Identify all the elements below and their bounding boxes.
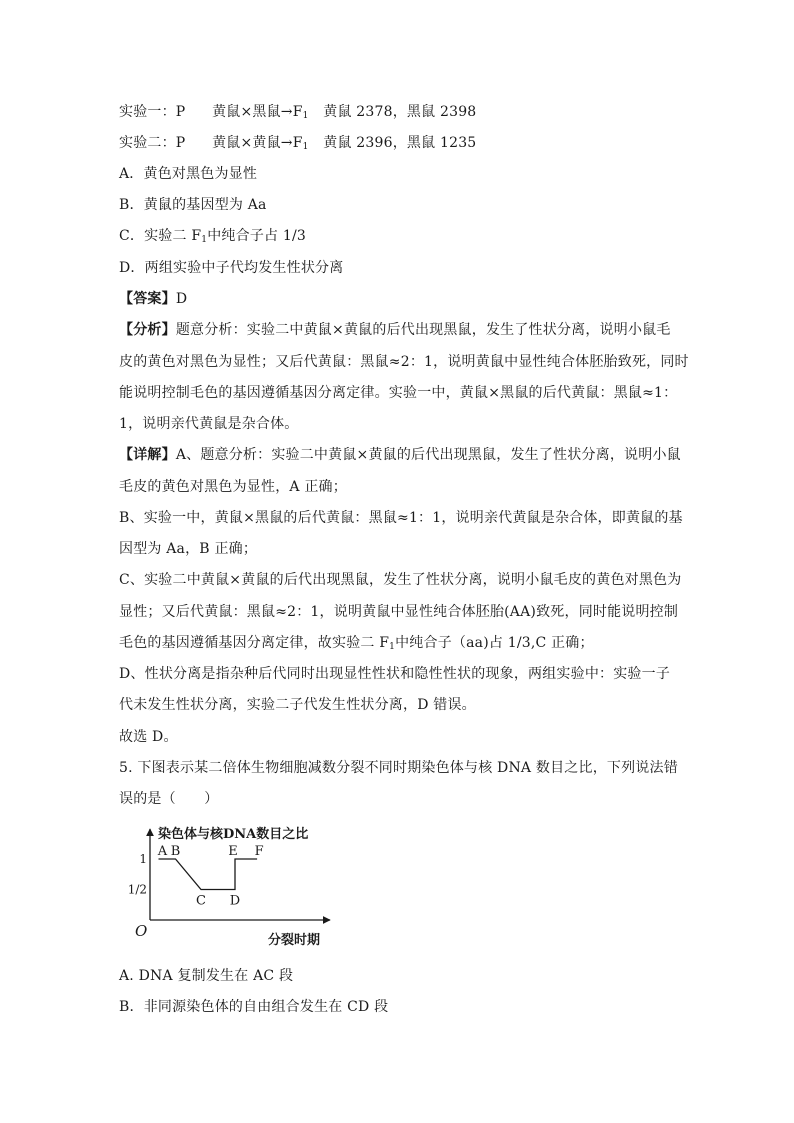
q5-stem-line-2: 误的是（ ） — [119, 791, 219, 807]
experiment-1-line — [119, 102, 476, 126]
experiment-2-result: 黄鼠 2396，黑鼠 1235 — [323, 135, 477, 151]
experiment-2-label: 实验二：P — [119, 135, 186, 151]
answer-line — [119, 289, 187, 309]
experiment-1-cross: 黄鼠×黑鼠$\to F_1$ — [212, 104, 309, 121]
y-tick-label: 1 — [139, 852, 147, 866]
detail-line-7: 毛色的基因遵循基因分离定律，故实验二 $F_1$中纯合子（aa)占 1/3,C 正确； — [119, 635, 594, 652]
experiment-1-result: 黄鼠 2378，黑鼠 2398 — [323, 104, 477, 120]
y-axis-label: 染色体与核DNA数目之比 — [158, 827, 309, 842]
detail-line-6: 显性；又后代黄鼠：黑鼠≈2：1，说明黄鼠中显性纯合体胚胎(AA)致死，同时能说明控制 — [119, 604, 679, 620]
detail-line-1: 【详解】A、题意分析：实验二中黄鼠×黄鼠的后代出现黑鼠，发生了性状分离，说明小鼠 — [119, 447, 681, 463]
q4-option-c: C．实验二 $F_1$中纯合子占 1/3 — [119, 228, 306, 245]
detail-line-9: 代未发生性状分离，实验二子代发生性状分离，D 错误。 — [119, 697, 476, 713]
point-label-e: E — [228, 844, 238, 859]
q4-option-d: D．两组实验中子代均发生性状分离 — [119, 260, 344, 276]
analysis-tag: 【分析】 — [119, 322, 176, 338]
ratio-series-line — [159, 859, 258, 890]
detail-line-2: 毛皮的黄色对黑色为显性，A 正确； — [119, 479, 347, 495]
analysis-line-1: 【分析】题意分析：实验二中黄鼠×黄鼠的后代出现黑鼠，发生了性状分离，说明小鼠毛 — [119, 322, 671, 338]
y-tick-label: 1/2 — [128, 882, 147, 897]
point-label-b: B — [170, 844, 181, 859]
analysis-line-4: 1，说明亲代黄鼠是杂合体。 — [119, 416, 299, 432]
q5-option-b: B．非同源染色体的自由组合发生在 CD 段 — [119, 999, 389, 1015]
answer-value: D — [175, 291, 188, 307]
q5-option-a: A. DNA 复制发生在 AC 段 — [119, 968, 294, 984]
point-label-f: F — [254, 844, 264, 859]
detail-line-4: 因型为 Aa，B 正确； — [119, 541, 258, 557]
experiment-2-cross: 黄鼠×黄鼠$\to F_1$ — [212, 135, 309, 152]
point-label-c: C — [196, 893, 206, 909]
detail-tag: 【详解】 — [119, 447, 176, 463]
point-label-d: D — [229, 893, 241, 909]
detail-line-8: D、性状分离是指杂种后代同时出现显性性状和隐性性状的现象，两组实验中：实验一子 — [119, 666, 671, 682]
x-axis-label: 分裂时期 — [268, 933, 321, 948]
q5-stem-line-1: 5. 下图表示某二倍体生物细胞减数分裂不同时期染色体与核 DNA 数目之比，下列说法错 — [119, 760, 678, 776]
point-label-a: A — [157, 844, 168, 859]
q4-option-b: B．黄鼠的基因型为 Aa — [119, 197, 267, 213]
detail-line-5: C、实验二中黄鼠×黄鼠的后代出现黑鼠，发生了性状分离，说明小鼠毛皮的黄色对黑色为 — [119, 572, 682, 588]
experiment-2-line — [119, 133, 476, 157]
q4-option-a: A．黄色对黑色为显性 — [119, 166, 258, 182]
analysis-line-3: 能说明控制毛色的基因遵循基因分离定律。实验一中，黄鼠×黑鼠的后代黄鼠：黑鼠≈1： — [119, 385, 678, 401]
answer-tag: 【答案】 — [119, 291, 176, 307]
experiment-1-label: 实验一：P — [119, 104, 186, 120]
ratio-chart — [128, 820, 348, 950]
detail-line-3: B、实验一中，黄鼠×黑鼠的后代黄鼠：黑鼠≈1：1，说明亲代黄鼠是杂合体，即黄鼠的基 — [119, 510, 683, 526]
conclusion-line: 故选 D。 — [119, 729, 178, 745]
analysis-line-2: 皮的黄色对黑色为显性；又后代黄鼠：黑鼠≈2：1，说明黄鼠中显性纯合体胚胎致死，同时 — [119, 354, 689, 370]
origin-label: O — [135, 922, 148, 940]
